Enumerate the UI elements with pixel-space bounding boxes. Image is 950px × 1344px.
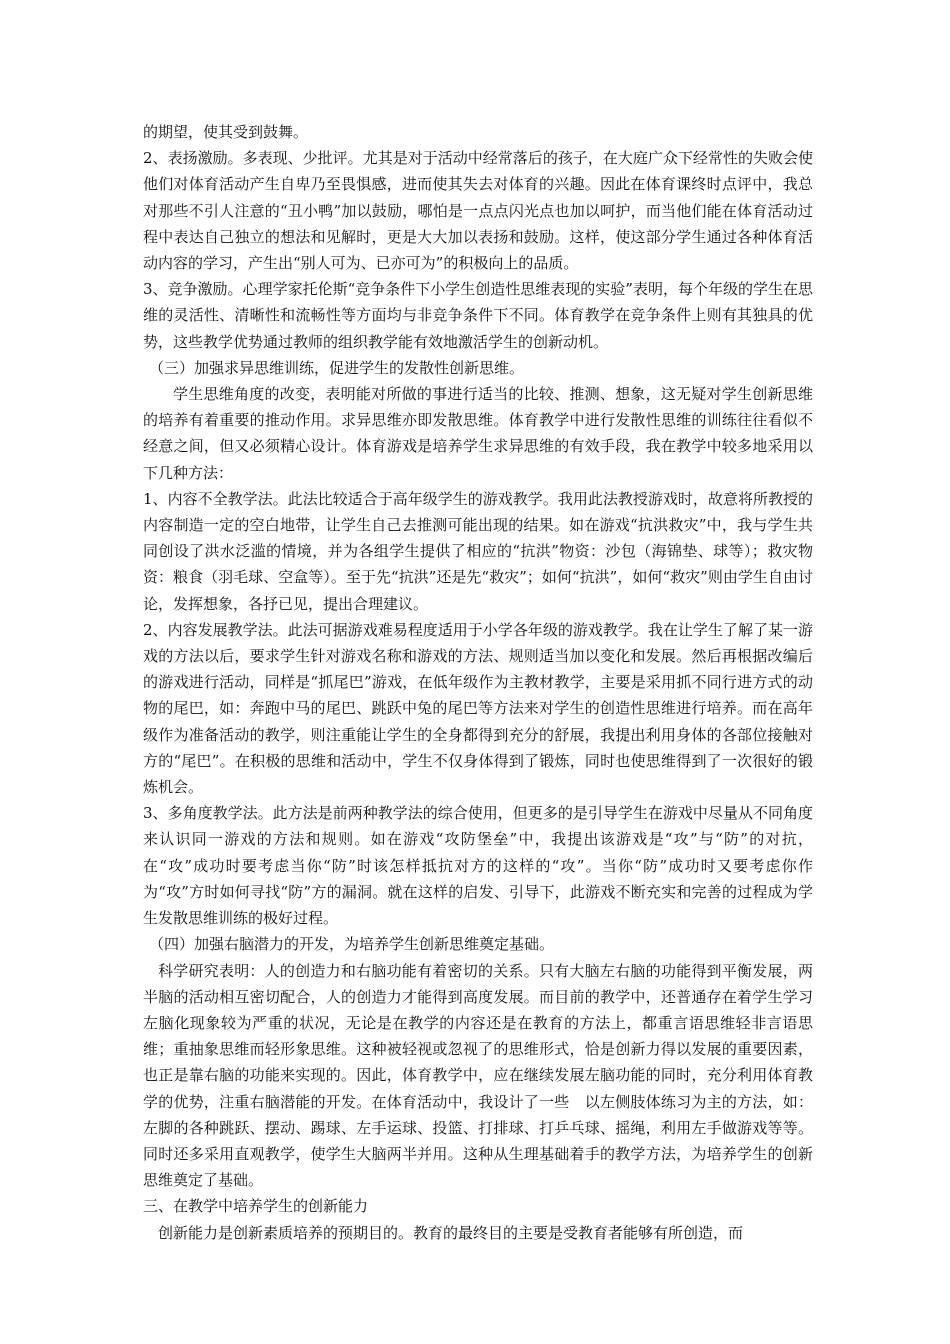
paragraph-multi-angle-method: 3、多角度教学法。此方法是前两种教学法的综合使用，但更多的是引导学生在游戏中尽量从不同角度来认识同一游戏的方法和规则。如在游戏“攻防堡垒”中，我提出该游戏是“攻”与“防”的对抗，在“攻”成功时要考虑当你“防”时该怎样抵抗对方的这样的“攻”。当你“防”成功时又要考虑你作为“攻”方时如何寻找“防”方的漏洞。就在这样的启发、引导下，此游戏不断充实和完善的过程成为学生发散思维训练的极好过程。 — [143, 804, 813, 928]
section-heading-innovation-ability: 三、在教学中培养学生的创新能力 — [143, 1197, 369, 1216]
paragraph-divergent-thinking-intro: 学生思维角度的改变，表明能对所做的事进行适当的比较、推测、想象，这无疑对学生创新思维的培养有着重要的推动作用。求异思维亦即发散思维。体育教学中进行发散性思维的训练往往看似不经意之间，但又必须精心设计。体育游戏是培养学生求异思维的有效手段，我在教学中较多地采用以下几种方法： — [143, 385, 813, 482]
paragraph-continuation: 的期望，使其受到鼓舞。 — [143, 123, 309, 141]
paragraph-content-development-method: 2、内容发展教学法。此法可据游戏难易程度适用于小学各年级的游戏教学。我在让学生了解了某一游戏的方法以后，要求学生针对游戏名称和游戏的方法、规则适当加以变化和发展。然后再根据改编后的游戏进行活动，同样是“抓尾巴”游戏，在低年级作为主教材教学，主要是采用抓不同行进方式的动物的尾巴，如：奔跑中马的尾巴、跳跃中兔的尾巴等方法来对学生的创造性思维进行培养。而在高年级作为准备活动的教学，则注重能让学生的全身都得到充分的舒展，我提出利用身体的各部位接触对方的“尾巴”。在积极的思维和活动中，学生不仅身体得到了锻炼，同时也使思维得到了一次很好的锻炼机会。 — [143, 620, 813, 797]
document-page — [143, 119, 813, 1246]
section-heading-right-brain: （四）加强右脑潜力的开发，为培养学生创新思维奠定基础。 — [149, 935, 555, 954]
paragraph-right-brain-research: 科学研究表明：人的创造力和右脑功能有着密切的关系。只有大脑左右脑的功能得到平衡发展，两半脑的活动相互密切配合，人的创造力才能得到高度发展。而目前的教学中，还普通存在着学生学习左脑化现象较为严重的状况，无论是在教学的内容还是在教育的方法上，都重言语思维轻非言语思维；重抽象思维而轻形象思维。这种被轻视或忽视了的思维形式，恰是创新力得以发展的重要因素，也正是靠右脑的功能来实现的。因此，体育教学中，应在继续发展左脑功能的同时，充分利用体育教学的优势，注重右脑潜能的开发。在体育活动中，我设计了一些 以左侧肢体练习为主的方法，如：左脚的各种跳跃、摆动、踢球、左手运球、投篮、打排球、打乒乓球、摇绳，利用左手做游戏等等。同时还多采用直观教学，使学生大脑两半并用。这种从生理基础着手的教学方法，为培养学生的创新思维奠定了基础。 — [143, 961, 813, 1190]
section-heading-divergent-thinking: （三）加强求异思维训练，促进学生的发散性创新思维。 — [149, 358, 525, 377]
paragraph-praise-motivation: 2、表扬激励。多表现、少批评。尤其是对于活动中经常落后的孩子，在大庭广众下经常性的失败会使他们对体育活动产生自卑乃至畏惧感，进而使其失去对体育的兴趣。因此在体育课终时点评中，我总对那些不引人注意的“丑小鸭”加以鼓励，哪怕是一点点闪光点也加以呵护，而当他们能在体育活动过程中表达自己独立的想法和见解时，更是大大加以表扬和鼓励。这样，使这部分学生通过各种体育活动内容的学习，产生出“别人可为、已亦可为”的积极向上的品质。 — [143, 149, 813, 273]
paragraph-competition-motivation: 3、竞争激励。心理学家托伦斯“竞争条件下小学生创造性思维表现的实验”表明，每个年级的学生在思维的灵活性、清晰性和流畅性等方面均与非竞争条件下不同。体育教学在竞争条件上则有其独具的优势，这些教学优势通过教师的组织教学能有效地激活学生的创新动机。 — [143, 280, 813, 351]
paragraph-innovation-ability-intro: 创新能力是创新素质培养的预期目的。教育的最终目的主要是受教育者能够有所创造，而 — [158, 1223, 744, 1242]
paragraph-incomplete-content-method: 1、内容不全教学法。此法比较适合于高年级学生的游戏教学。我用此法教授游戏时，故意将所教授的内容制造一定的空白地带，让学生自己去推测可能出现的结果。如在游戏“抗洪救灾”中，我与学生共同创设了洪水泛滥的情境，并为各组学生提供了相应的“抗洪”物资：沙包（海锦垫、球等）；救灾物资：粮食（羽毛球、空盒等）。至于先“抗洪”还是先“救灾”；如何“抗洪”，如何“救灾”则由学生自由讨论，发挥想象，各抒已见，提出合理建议。 — [143, 489, 813, 613]
